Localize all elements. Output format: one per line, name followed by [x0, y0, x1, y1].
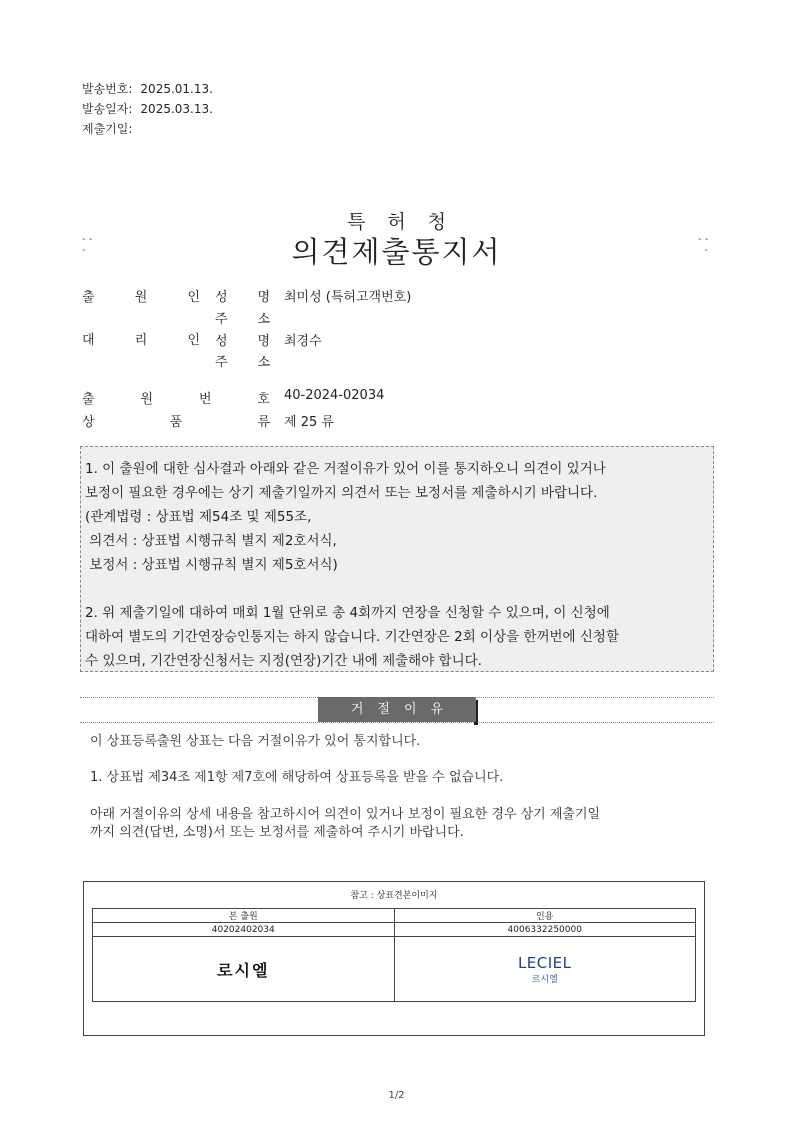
class-label [82, 411, 270, 430]
label-char: 명 [257, 334, 270, 349]
label-char: 성 [215, 334, 228, 349]
label-char: 출 [82, 392, 95, 407]
due-date-label: 제출기일: [82, 122, 133, 136]
due-date-row [82, 120, 140, 137]
agent-name: 최경수 [284, 334, 322, 349]
table-row [93, 909, 696, 923]
applicant-name-label [215, 286, 270, 305]
table-row [93, 923, 696, 937]
notice-line: (관계법령 : 상표법 제54조 및 제55조, [85, 509, 312, 525]
cited-mark-english: LECIEL [517, 953, 572, 972]
label-char: 품 [169, 415, 183, 430]
notice-line: 2. 위 제출기일에 대하여 매회 1월 단위로 총 4회까지 연장을 신청할 수 있으며, 이 신청에 [85, 605, 610, 621]
applicant-label-1: 출 [82, 290, 95, 305]
divider-bottom [80, 722, 714, 723]
agent-label [82, 329, 200, 348]
send-number-value: 2025.01.13. [140, 82, 213, 96]
application-mark-number: 40202402034 [93, 923, 395, 937]
applicant-label-2: 원 [134, 290, 148, 305]
label-char: 명 [257, 290, 270, 305]
applicant-name: 최미성 (특허고객번호) [284, 290, 412, 305]
label-char: 원 [140, 392, 154, 407]
cited-mark-number: 4006332250000 [394, 923, 696, 937]
body-line-4: 까지 의견(답변, 소명)서 또는 보정서를 제출하여 주시기 바랍니다. [90, 825, 464, 840]
label-char: 주 [215, 312, 228, 327]
reference-title: 참고 : 상표견본이미지 [350, 891, 438, 901]
reference-box [83, 881, 705, 1036]
send-date-row [82, 100, 213, 117]
label-char: 상 [82, 415, 95, 430]
send-date-value: 2025.03.13. [140, 102, 213, 116]
label-char: 성 [215, 290, 228, 305]
label-char: 소 [257, 355, 270, 370]
col-header-cited: 인용 [394, 909, 696, 923]
notice-gap [85, 577, 710, 601]
label-char: 번 [198, 392, 212, 407]
col-header-application: 본 출원 [93, 909, 395, 923]
application-number: 40-2024-02034 [284, 388, 385, 403]
application-mark-image [93, 937, 395, 1002]
product-class: 제 25 류 [284, 415, 334, 430]
notice-line: 보정서 : 상표법 시행규칙 별지 제5호서식) [85, 557, 338, 573]
label-char: 호 [257, 392, 270, 407]
cited-mark-image [394, 937, 696, 1002]
notice-box [80, 446, 714, 672]
body-line-2: 1. 상표법 제34조 제1항 제7호에 해당하여 상표등록을 받을 수 없습니다. [90, 770, 504, 785]
notice-line: 수 있으며, 기간연장신청서는 지정(연장)기간 내에 제출해야 합니다. [85, 653, 482, 669]
reference-table [92, 908, 696, 1002]
applicant-label [82, 286, 200, 305]
agent-label-3: 인 [187, 333, 200, 348]
agency-name: 특허청 [346, 211, 469, 233]
send-number-row [82, 80, 213, 97]
body-line-3: 아래 거절이유의 상세 내용을 참고하시어 의견이 있거나 보정이 필요한 경우 상기 제출기일 [90, 807, 601, 822]
page-number: 1/2 [388, 1090, 405, 1101]
right-dash-mark: - - - [698, 234, 709, 256]
reason-heading: 거절이유 [318, 697, 476, 722]
applicant-address-label [215, 308, 270, 327]
table-row [93, 937, 696, 1002]
notice-line: 의견서 : 상표법 시행규칙 별지 제2호서식, [85, 533, 337, 549]
label-char: 소 [257, 312, 270, 327]
notice-line: 1. 이 출원에 대한 심사결과 아래와 같은 거절이유가 있어 이를 통지하오니 의견이 있거나 [85, 461, 606, 477]
cited-mark-korean: 르시엘 [531, 974, 558, 985]
label-char: 주 [215, 355, 228, 370]
agent-address-label [215, 351, 270, 370]
send-number-label: 발송번호: [82, 82, 133, 96]
notice-line: 대하여 별도의 기간연장승인통지는 하지 않습니다. 기간연장은 2회 이상을 한꺼번에 신청할 [85, 629, 620, 645]
agent-label-1: 대 [82, 333, 95, 348]
document-title: 의견제출통지서 [291, 235, 502, 269]
notice-line: 보정이 필요한 경우에는 상기 제출기일까지 의견서 또는 보정서를 제출하시기 바랍니다. [85, 485, 598, 501]
left-dash-mark: - - - [82, 234, 93, 256]
agent-label-2: 리 [134, 333, 148, 348]
send-date-label: 발송일자: [82, 102, 133, 116]
application-mark-text: 로시엘 [217, 960, 270, 980]
application-number-label [82, 388, 270, 407]
body-line-1: 이 상표등록출원 상표는 다음 거절이유가 있어 통지합니다. [90, 734, 421, 749]
agent-name-label [215, 330, 270, 349]
label-char: 류 [257, 415, 270, 430]
applicant-label-3: 인 [187, 290, 200, 305]
